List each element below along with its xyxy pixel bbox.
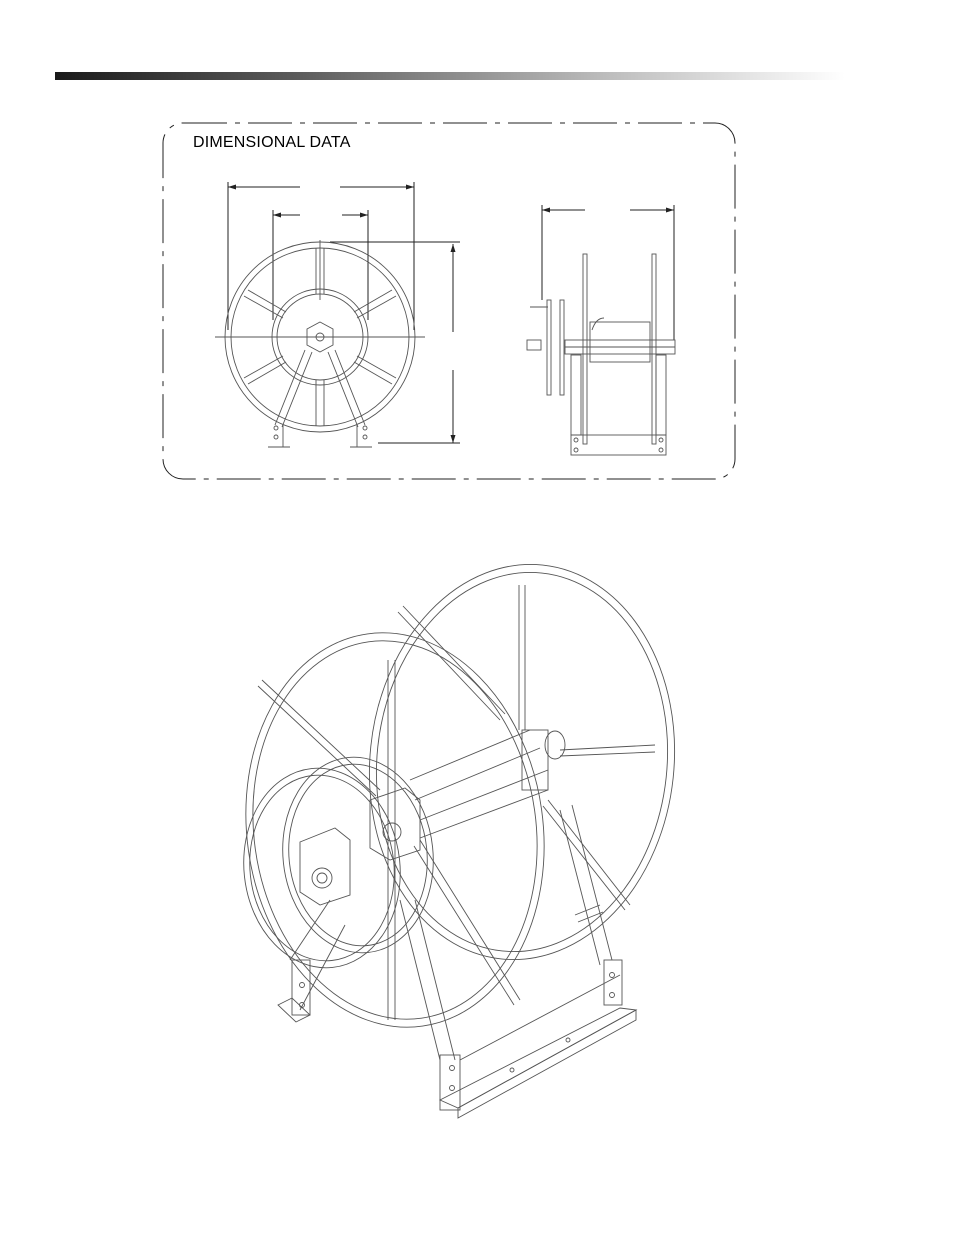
dimensional-data-title: DIMENSIONAL DATA xyxy=(193,134,351,151)
